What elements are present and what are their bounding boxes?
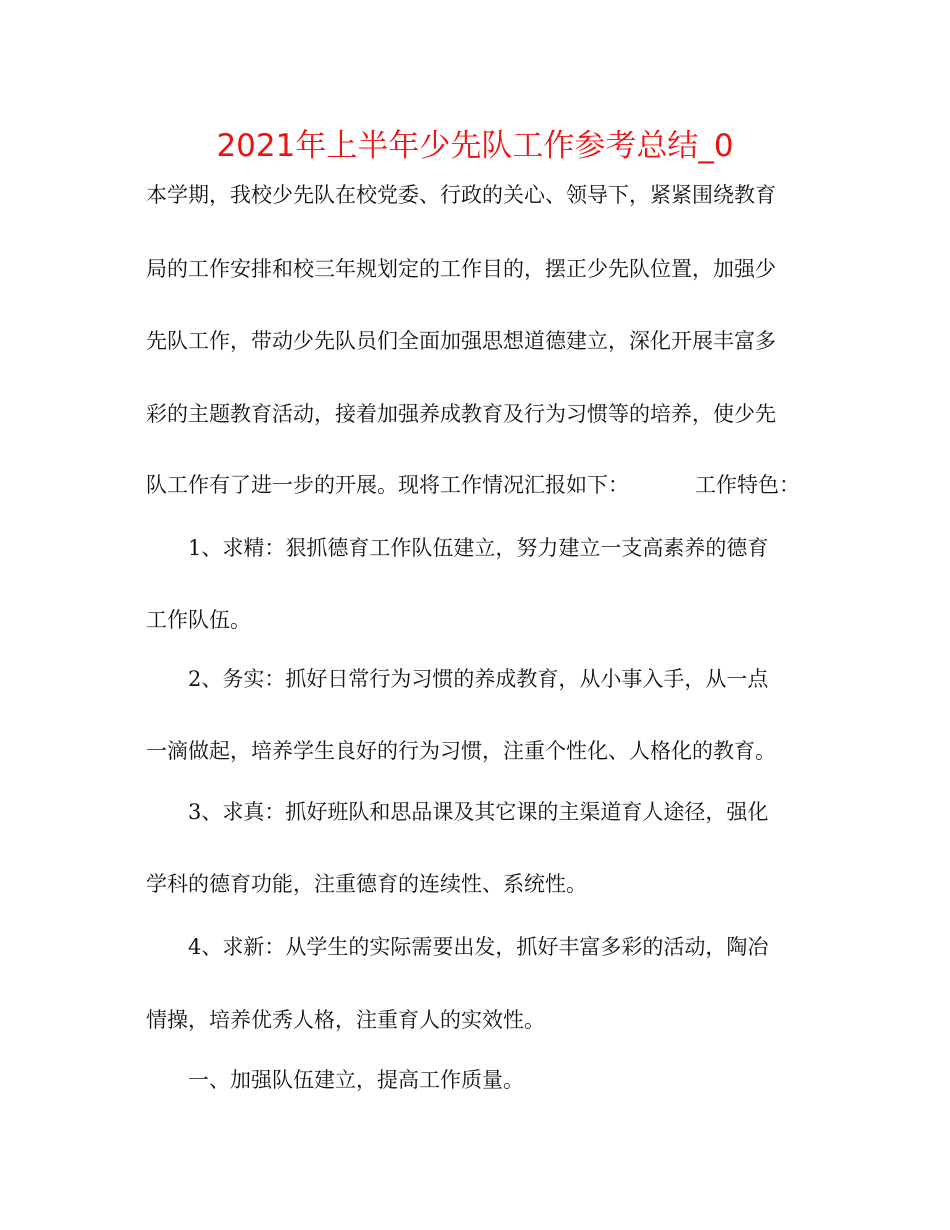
item-3-line-1: 3、求真：抓好班队和思品课及其它课的主渠道育人途径，强化 <box>188 800 769 824</box>
intro-last-line <box>146 470 800 500</box>
intro-line-4: 彩的主题教育活动，接着加强养成教育及行为习惯等的培养，使少先 <box>146 402 776 426</box>
features-heading: 工作特色： <box>695 473 800 497</box>
item-1-line-1: 1、求精：狠抓德育工作队伍建立，努力建立一支高素养的德育 <box>188 536 769 560</box>
item-2-line-2: 一滴做起，培养学生良好的行为习惯，注重个性化、人格化的教育。 <box>146 739 776 763</box>
item-4-line-2: 情操，培养优秀人格，注重育人的实效性。 <box>146 1008 545 1032</box>
item-4-line-1: 4、求新：从学生的实际需要出发，抓好丰富多彩的活动，陶冶 <box>188 935 769 959</box>
intro-line-1: 本学期，我校少先队在校党委、行政的关心、领导下，紧紧围绕教育 <box>146 183 776 207</box>
intro-last-line-text: 队工作有了进一步的开展。现将工作情况汇报如下： <box>146 473 629 497</box>
document-title: 2021年上半年少先队工作参考总结_0 <box>216 128 734 164</box>
item-1-line-2: 工作队伍。 <box>146 608 251 632</box>
item-2-line-1: 2、务实：抓好日常行为习惯的养成教育，从小事入手，从一点 <box>188 667 769 691</box>
item-3-line-2: 学科的德育功能，注重德育的连续性、系统性。 <box>146 872 587 896</box>
section-1-heading: 一、加强队伍建立，提高工作质量。 <box>188 1068 524 1092</box>
intro-line-2: 局的工作安排和校三年规划定的工作目的，摆正少先队位置，加强少 <box>146 257 776 281</box>
intro-line-3: 先队工作，带动少先队员们全面加强思想道德建立，深化开展丰富多 <box>146 329 776 353</box>
